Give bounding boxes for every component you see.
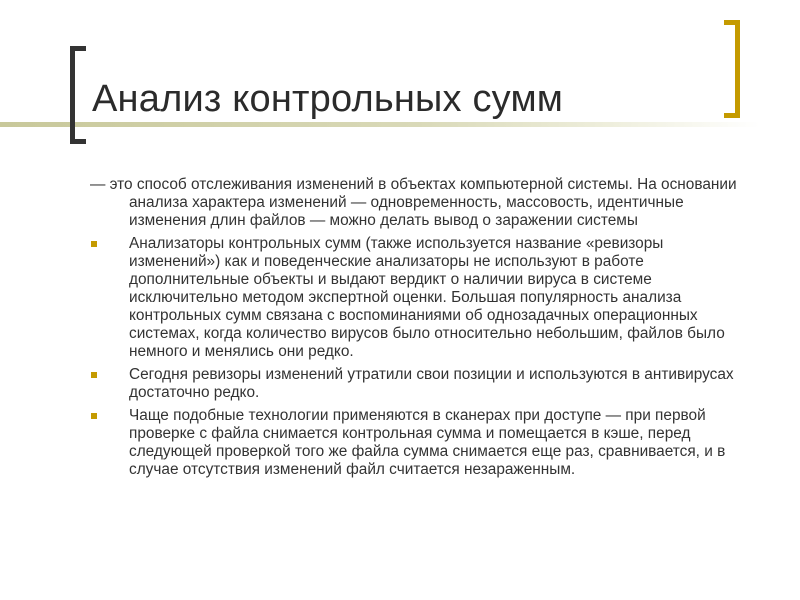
list-item-text: Чаще подобные технологии применяются в сканерах при доступе — при первой проверке с файла снимается контрольная сумма и помещается в кэше, перед следующей проверкой того же файла сумма снимается еще раз, сравнивается, и в случае отсутствия изменений файл считается незараженным. [129, 407, 726, 478]
list-item-text: Сегодня ревизоры изменений утратили свои позиции и используются в антивирусах достаточно редко. [129, 366, 734, 401]
slide-body [90, 176, 752, 484]
list-item [90, 235, 752, 361]
list-item [90, 407, 752, 479]
list-item-text: Анализаторы контрольных сумм (также используется название «ревизоры изменений») как и поведенческие анализаторы не используют в работе дополнительные объекты и выдают вердикт о наличии вируса в системе исключительно методом экспертной оценки. Большая популярность анализа контрольных сумм связана с воспоминаниями об однозадачных операционных системах, когда количество вирусов было относительно небольшим, файлов было немного и менялись они редко. [129, 235, 725, 360]
square-bullet-icon [91, 241, 97, 247]
square-bullet-icon [91, 413, 97, 419]
square-bullet-icon [91, 372, 97, 378]
title-underline-rule [0, 122, 760, 127]
slide-title: Анализ контрольных сумм [92, 78, 564, 120]
list-item [90, 366, 752, 402]
bullet-list [90, 235, 752, 479]
left-bracket-decoration [70, 46, 86, 144]
lead-paragraph: — это способ отслеживания изменений в объектах компьютерной системы. На основании анализа характера изменений — одновременность, массовость, идентичные изменения длин файлов — можно делать вывод о заражении системы [90, 176, 737, 229]
right-bracket-decoration [724, 20, 740, 118]
